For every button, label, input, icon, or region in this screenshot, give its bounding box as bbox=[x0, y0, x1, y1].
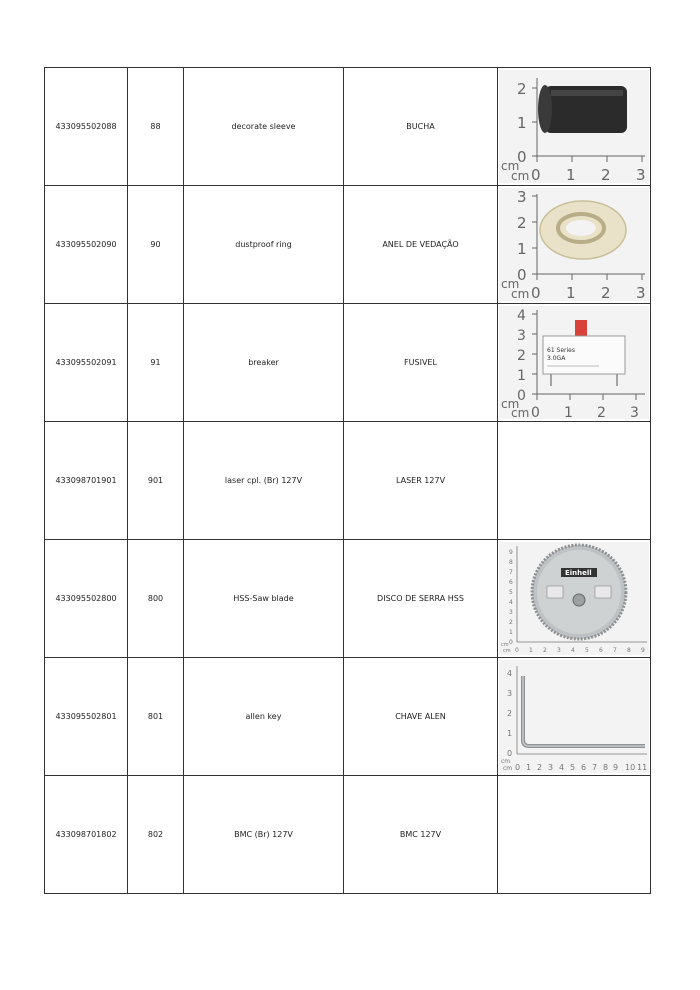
ruler-unit: cm bbox=[501, 397, 520, 411]
part-image-cell bbox=[498, 304, 651, 422]
ruler-x-tick: 4 bbox=[559, 763, 565, 772]
part-image-cell bbox=[498, 540, 651, 658]
ruler-y-tick: 4 bbox=[507, 669, 513, 678]
ruler-x-tick: 5 bbox=[585, 647, 589, 654]
ruler-x-tick: 2 bbox=[601, 166, 611, 183]
part-image-cell bbox=[498, 68, 651, 186]
ruler-x-tick: 2 bbox=[597, 405, 606, 419]
position-number: 91 bbox=[128, 304, 184, 422]
ruler-x-tick: 1 bbox=[564, 405, 573, 419]
position-number: 88 bbox=[128, 68, 184, 186]
table-row bbox=[45, 68, 651, 186]
description-en: dustproof ring bbox=[184, 186, 344, 304]
ruler-y-tick: 2 bbox=[507, 709, 513, 718]
ruler-y-tick: 0 bbox=[517, 148, 527, 166]
ruler-y-tick: 0 bbox=[517, 266, 527, 284]
ruler-y-tick: 1 bbox=[517, 240, 527, 258]
ruler-y-tick: 4 bbox=[517, 308, 526, 324]
ruler-y-tick: 2 bbox=[517, 214, 527, 232]
ruler-y-tick: 5 bbox=[509, 589, 513, 596]
description-en: laser cpl. (Br) 127V bbox=[184, 422, 344, 540]
table-row bbox=[45, 422, 651, 540]
ruler-x-tick: 8 bbox=[603, 763, 609, 772]
ring-photo bbox=[499, 188, 649, 301]
part-image-cell bbox=[498, 186, 651, 304]
description-pt: BUCHA bbox=[344, 68, 498, 186]
ruler-unit: cm bbox=[503, 648, 511, 654]
table-row bbox=[45, 186, 651, 304]
breaker-photo bbox=[499, 306, 649, 419]
description-pt: CHAVE ALEN bbox=[344, 658, 498, 776]
ruler-x-tick: 1 bbox=[566, 284, 576, 301]
description-en: HSS-Saw blade bbox=[184, 540, 344, 658]
ruler-x-tick: 2 bbox=[537, 763, 543, 772]
ruler-y-tick: 3 bbox=[507, 689, 513, 698]
ruler-unit: cm bbox=[503, 765, 513, 772]
ruler-y-tick: 7 bbox=[509, 569, 513, 576]
ruler-x-tick: 1 bbox=[526, 763, 532, 772]
ruler-y-tick: 0 bbox=[507, 749, 513, 758]
ruler-unit: cm bbox=[501, 277, 520, 291]
part-image-cell bbox=[498, 422, 651, 540]
ruler-y-tick: 4 bbox=[509, 599, 513, 606]
description-en: allen key bbox=[184, 658, 344, 776]
ruler-x-tick: 0 bbox=[531, 405, 540, 419]
breaker-label-text: 3.0GA bbox=[547, 355, 566, 362]
article-number: 433095502088 bbox=[45, 68, 128, 186]
article-number: 433095502800 bbox=[45, 540, 128, 658]
description-pt: DISCO DE SERRA HSS bbox=[344, 540, 498, 658]
ruler-x-tick: 2 bbox=[601, 284, 611, 301]
description-en: BMC (Br) 127V bbox=[184, 776, 344, 894]
ruler-x-tick: 3 bbox=[630, 405, 639, 419]
position-number: 90 bbox=[128, 186, 184, 304]
ruler-y-tick: 8 bbox=[509, 559, 513, 566]
description-pt: FUSIVEL bbox=[344, 304, 498, 422]
article-number: 433095502801 bbox=[45, 658, 128, 776]
table-row bbox=[45, 540, 651, 658]
ruler-y-tick: 1 bbox=[509, 629, 513, 636]
ruler-x-tick: 10 bbox=[625, 763, 636, 772]
description-pt: ANEL DE VEDAÇÃO bbox=[344, 186, 498, 304]
ruler-y-tick: 0 bbox=[509, 639, 513, 646]
ruler-y-tick: 6 bbox=[509, 579, 513, 586]
ruler-x-tick: 0 bbox=[531, 166, 541, 183]
position-number: 901 bbox=[128, 422, 184, 540]
ruler-x-tick: 0 bbox=[531, 284, 541, 301]
ruler-y-tick: 1 bbox=[517, 114, 527, 132]
ruler-x-tick: 1 bbox=[566, 166, 576, 183]
ruler-x-tick: 9 bbox=[641, 647, 645, 654]
ruler-x-tick: 7 bbox=[592, 763, 598, 772]
description-pt: BMC 127V bbox=[344, 776, 498, 894]
ruler-unit: cm bbox=[511, 169, 530, 183]
ruler-unit: cm bbox=[501, 159, 520, 173]
ruler-x-tick: 3 bbox=[548, 763, 554, 772]
parts-table bbox=[44, 67, 651, 894]
position-number: 800 bbox=[128, 540, 184, 658]
ruler-y-tick: 2 bbox=[517, 348, 526, 364]
allen-key-photo bbox=[499, 660, 649, 773]
ruler-x-tick: 7 bbox=[613, 647, 617, 654]
breaker-label-text: 61 Series bbox=[547, 347, 575, 354]
description-pt: LASER 127V bbox=[344, 422, 498, 540]
article-number: 433098701901 bbox=[45, 422, 128, 540]
ruler-y-tick: 1 bbox=[507, 729, 513, 738]
ruler-x-tick: 0 bbox=[515, 763, 521, 772]
ruler-x-tick: 4 bbox=[571, 647, 575, 654]
ruler-x-tick: 8 bbox=[627, 647, 631, 654]
sleeve-photo bbox=[499, 70, 649, 183]
ruler-x-tick: 2 bbox=[543, 647, 547, 654]
ruler-x-tick: 9 bbox=[613, 763, 619, 772]
ruler-y-tick: 2 bbox=[517, 80, 527, 98]
ruler-y-tick: 3 bbox=[517, 328, 526, 344]
ruler-y-tick: 0 bbox=[517, 388, 526, 404]
blade-brand-label: Einhell bbox=[565, 569, 592, 577]
ruler-x-tick: 3 bbox=[557, 647, 561, 654]
description-en: decorate sleeve bbox=[184, 68, 344, 186]
position-number: 801 bbox=[128, 658, 184, 776]
ruler-unit: cm bbox=[511, 287, 530, 301]
ruler-unit: cm bbox=[501, 642, 509, 648]
ruler-x-tick: 11 bbox=[637, 763, 648, 772]
ruler-x-tick: 1 bbox=[529, 647, 533, 654]
ruler-x-tick: 6 bbox=[581, 763, 587, 772]
saw-blade-photo bbox=[499, 542, 649, 655]
ruler-x-tick: 3 bbox=[636, 284, 646, 301]
ruler-x-tick: 0 bbox=[515, 647, 519, 654]
article-number: 433095502091 bbox=[45, 304, 128, 422]
table-row bbox=[45, 776, 651, 894]
part-image-cell bbox=[498, 776, 651, 894]
ruler-x-tick: 3 bbox=[636, 166, 646, 183]
ruler-y-tick: 2 bbox=[509, 619, 513, 626]
ruler-y-tick: 3 bbox=[509, 609, 513, 616]
part-image-cell bbox=[498, 658, 651, 776]
article-number: 433095502090 bbox=[45, 186, 128, 304]
ruler-unit: cm bbox=[501, 758, 511, 765]
description-en: breaker bbox=[184, 304, 344, 422]
table-row bbox=[45, 304, 651, 422]
ruler-y-tick: 3 bbox=[517, 188, 527, 206]
ruler-unit: cm bbox=[511, 406, 530, 419]
ruler-x-tick: 5 bbox=[570, 763, 576, 772]
ruler-y-tick: 1 bbox=[517, 368, 526, 384]
article-number: 433098701802 bbox=[45, 776, 128, 894]
ruler-y-tick: 9 bbox=[509, 549, 513, 556]
position-number: 802 bbox=[128, 776, 184, 894]
table-row bbox=[45, 658, 651, 776]
ruler-x-tick: 6 bbox=[599, 647, 603, 654]
